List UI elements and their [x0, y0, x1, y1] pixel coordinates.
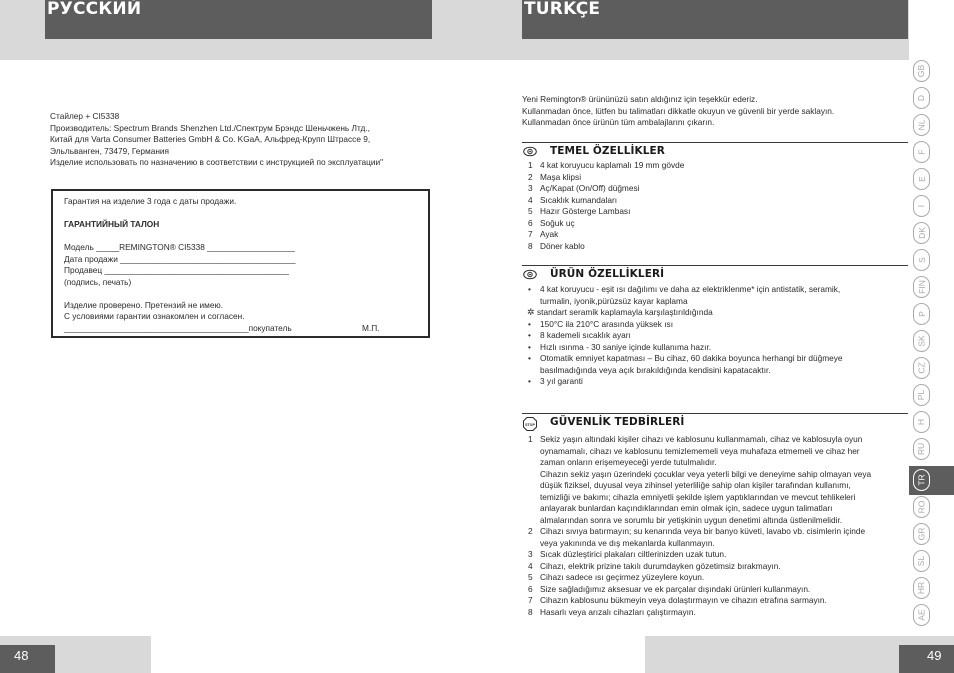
list-item: 7 Ayak [528, 229, 559, 239]
product-features-list [522, 284, 912, 388]
eye-icon [523, 146, 537, 157]
list-item: 4 Sıcaklık kumandaları [528, 194, 618, 205]
stamp-label: М.П. [362, 322, 380, 333]
language-tab-e[interactable]: E [913, 168, 930, 190]
sale-date-line: Дата продажи ______________________________________ [64, 253, 296, 264]
buyer-line: ________________________________________покупатель [64, 322, 292, 333]
language-tab-nl[interactable]: NL [913, 114, 930, 136]
list-item: 6 Size sağladığımız aksesuar ve ek parçalar dışındaki ürünleri kullanmayın. [528, 583, 811, 594]
list-item: • 3 yıl garanti [528, 376, 583, 386]
info-line: Производитель: Spectrum Brands Shenzhen Ltd./Спектрум Брэндс Шеньчжень Лтд., [50, 122, 370, 133]
warranty-period: Гарантия на изделие 3 года с даты продажи. [64, 196, 237, 206]
page-title-turkish: TÜRKÇE [522, 0, 908, 39]
language-tab-tr[interactable]: TR [913, 469, 930, 491]
key-features-list [522, 160, 912, 252]
list-item: • 8 kademeli sıcaklık ayarı [528, 330, 631, 340]
list-item: 5 Hazır Gösterge Lambası [528, 206, 631, 216]
language-tab-gb[interactable]: GB [913, 60, 930, 82]
list-item: • 4 kat koruyucu - eşit ısı dağılımı ve daha az elektriklenme* için antistatik, seramik, turmalin, iyonik,pürüzsüz kayar kaplama [528, 284, 841, 306]
info-line: Изделие использовать по назначению в соответствии с инструкцией по эксплуатации" [50, 157, 384, 167]
language-tab-sl[interactable]: SL [913, 550, 930, 572]
spacer [64, 231, 428, 243]
checked-line: Изделие проверено. Претензий не имею. [64, 299, 224, 310]
language-tab-d[interactable]: D [913, 87, 930, 109]
page-number-right: 49 [899, 645, 954, 673]
language-tab-ru[interactable]: RU [913, 438, 930, 460]
agreed-line: С условиями гарантии ознакомлен и согласен. [64, 311, 245, 321]
language-tab-sk[interactable]: SK [913, 330, 930, 352]
list-item: 1 4 kat koruyucu kaplamalı 19 mm gövde [528, 160, 685, 170]
language-tab-ae[interactable]: AE [913, 604, 930, 626]
stop-icon [523, 417, 537, 431]
list-item: 2 Maşa klipsi [528, 171, 582, 182]
section-title: GÜVENLİK TEDBİRLERİ [550, 416, 685, 428]
spacer [64, 288, 428, 300]
language-tab-i[interactable]: I [913, 195, 930, 217]
language-tab-p[interactable]: P [913, 303, 930, 325]
list-item: 1 Sekiz yaşın altındaki kişiler cihazı ve kablosunu kullanmamalı, cihaz ve kablosuyla oyun oynamamalı, cihazı ve kablosunu temizlememeli veya muhafaza etmemeli ve cihaz her zaman onların erişemeyeceği yerde tutulmalıdır. Cihazın sekiz yaşın üzerindeki çocuklar veya yeterli bilgi ve deneyime sahip olmayan veya düşük fiziksel, duyusal veya zihinsel yeterliliğe sahip olan kişiler tarafından kullanımı, temizliği ve bakımı; cihazla emniyetli şekilde işlem yaptıklarından ve mevcut tehlikeleri anlayarak bunlardan kaçındıklarından emin olmak için, sadece uygun talimatları almalarından sonra ve sorumlu bir yetişkinin uygun denetimi altında üstlenilmelidir. [528, 434, 872, 525]
language-tab-hr[interactable]: HR [913, 577, 930, 599]
warranty-card [51, 189, 430, 338]
list-item: 5 Cihazı sadece ısı geçirmez yüzeylere koyun. [528, 572, 705, 582]
intro-line: Kullanmadan önce ürünün tüm ambalajlarını çıkarın. [522, 117, 715, 127]
safety-list [522, 434, 912, 618]
section-key-features [522, 142, 908, 156]
section-title: TEMEL ÖZELLİKLER [550, 145, 665, 157]
language-tab-ro[interactable]: RO [913, 496, 930, 518]
language-tab-pl[interactable]: PL [913, 384, 930, 406]
star-icon: ✲ [527, 307, 535, 317]
language-tab-f[interactable]: F [913, 141, 930, 163]
intro-text [522, 94, 912, 129]
language-tab-fin[interactable]: FIN [913, 276, 930, 298]
list-item: 3 Aç/Kapat (On/Off) düğmesi [528, 183, 640, 193]
language-tab-h[interactable]: H [913, 411, 930, 433]
language-tab-gr[interactable]: GR [913, 523, 930, 545]
list-item: 8 Döner kablo [528, 240, 585, 251]
spacer [64, 208, 428, 220]
language-sidebar [909, 60, 954, 636]
list-item-footnote: ✲ standart seramik kaplamayla karşılaştırıldığında [527, 307, 713, 317]
signature-line: (подпись, печать) [64, 276, 132, 287]
buyer-row [64, 323, 428, 335]
eye-icon [523, 269, 537, 280]
info-line: Китай для Varta Consumer Batteries GmbH & Co. KGaA, Альфред-Крупп Штрассе 9, [50, 134, 371, 144]
page-number-left: 48 [0, 645, 55, 673]
intro-line: Yeni Remington® ürününüzü satın aldığınız için teşekkür ederiz. [522, 94, 758, 104]
intro-line: Kullanmadan önce, lütfen bu talimatları dikkatle okuyun ve güvenli bir yerde saklayın. [522, 105, 835, 116]
section-product-features [522, 265, 908, 279]
list-item: • 150°C ila 210°C arasında yüksek ısı [528, 318, 674, 329]
seller-line: Продавец ________________________________________ [64, 265, 290, 275]
list-item: 8 Hasarlı veya arızalı cihazları çalıştırmayın. [528, 606, 696, 617]
list-item: 6 Soğuk uç [528, 217, 575, 228]
section-title: ÜRÜN ÖZELLİKLERİ [550, 268, 665, 280]
language-tab-s[interactable]: S [913, 249, 930, 271]
language-tab-dk[interactable]: DK [913, 222, 930, 244]
list-item: • Otomatik emniyet kapatması – Bu cihaz, 60 dakika boyunca herhangi bir düğmeye basılmadığında veya açık bırakıldığında kendisini kapatacaktır. [528, 353, 843, 375]
language-tab-cz[interactable]: CZ [913, 357, 930, 379]
svg-text:STOP: STOP [525, 422, 535, 427]
page-title-russian: РУССКИЙ [45, 0, 432, 39]
list-item: 4 Cihazı, elektrik prizine takılı durumdayken gözetimsiz bırakmayın. [528, 560, 781, 571]
product-info [50, 111, 440, 169]
info-line: Эльльванген, 73479, Германия [50, 145, 170, 156]
coupon-title: ГАРАНТИЙНЫЙ ТАЛОН [64, 219, 160, 229]
section-safety [522, 413, 908, 427]
list-item: 2 Cihazı sıvıya batırmayın; su kenarında veya bir banyo küveti, lavabo vb. cisimlerin içinde veya yakınında ve dış mekanlarda kullanmayın. [528, 526, 866, 548]
list-item: 3 Sıcak düzleştirici plakaları ciltlerinizden uzak tutun. [528, 549, 727, 559]
info-line: Стайлер + CI5338 [50, 111, 120, 121]
list-item: 7 Cihazın kablosunu bükmeyin veya dolaştırmayın ve cihazın etrafına sarmayın. [528, 595, 827, 605]
model-line: Модель _____REMINGTON® CI5338 ___________________ [64, 242, 295, 252]
list-item: • Hızlı ısınma - 30 saniye içinde kullanıma hazır. [528, 341, 712, 352]
